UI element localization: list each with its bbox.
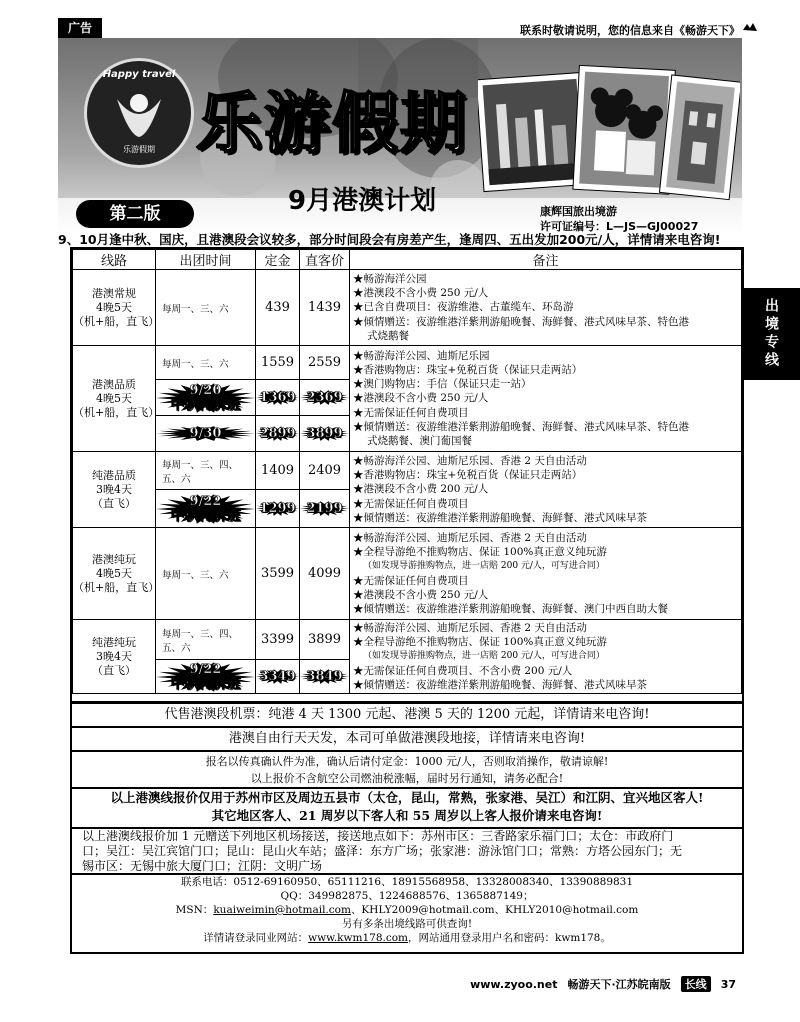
ad-label: 广告 [58, 18, 102, 38]
route-cell: 港澳纯玩 4晚5天 （机+船，直飞） [73, 528, 156, 620]
notes-cell: ★畅游海洋公园、迪斯尼乐园、香港 2 天自由活动 ★香港购物店：珠宝+免税百货（保证只走两站） ★港澳段不含小费 200 元/人 ★无需保证任何自费项目 ★倾情赠送：夜游维港洋紫荆游船晚餐、海鲜餐、港式风味早茶 [350, 452, 742, 528]
contact-qq: QQ：349982875、1224688576、1365887149； [280, 890, 534, 902]
deposit-cell: 3399 [256, 620, 300, 660]
deposit-cell [256, 416, 300, 452]
header-departure: 出团时间 [156, 250, 256, 270]
promo-departure-cell [156, 490, 256, 528]
direct-price-cell [300, 660, 350, 694]
header-deposit: 定金 [256, 250, 300, 270]
section-tag: 长线 [681, 976, 711, 992]
promo-burst: 9/22 中秋特价班 [156, 494, 255, 524]
promo-burst: 2369 [300, 390, 349, 405]
departure-cell: 每周一、三、四、五、六 [156, 452, 256, 490]
table-row [73, 270, 742, 346]
website-link[interactable]: www.kwm178.com [308, 932, 409, 944]
banner [58, 38, 742, 234]
direct-price-cell: 2559 [300, 346, 350, 380]
table-row [73, 620, 742, 660]
direct-price-cell [300, 416, 350, 452]
destination-photos-icon [478, 62, 740, 202]
notes-cell: ★畅游海洋公园、迪斯尼乐园 ★香港购物店：珠宝+免税百货（保证只走两站） ★澳门购物店：手信（保证只走一站） ★港澳段不含小费 250 元/人 ★无需保证任何自费项目 ★倾情赠送：夜游维港洋紫荆游船晚餐、海鲜餐、港式风味早茶、特色港 式烧鹅餐、澳门葡国餐 [350, 346, 742, 452]
promo-burst: 9/20 中秋特价班 [156, 383, 255, 413]
direct-price-cell: 4099 [300, 528, 350, 620]
promo-burst: 2199 [300, 501, 349, 516]
promo-burst: 3899 [300, 426, 349, 441]
airport-transfer-notice: 以上港澳线报价加 1 元赠送下列地区机场接送，接送地点如下：苏州市区：三香路家乐福门口；太仓：市政府门 口；吴江：吴江宾馆门口；昆山：昆山火车站；盛泽：东方广场；张家港：游泳馆门口；常熟：方塔公园东门；无 锡市区：无锡中旅大厦门口；江阴：文明广场 [70, 828, 744, 874]
promo-departure-cell [156, 660, 256, 694]
msn-link[interactable]: kuaiweimin@hotmail.com [213, 904, 351, 916]
promo-burst: 9/22 中秋特价班 [156, 662, 255, 692]
promo-burst: 1299 [256, 501, 299, 516]
headline-notice: 9、10月逢中秋、国庆，且港澳段会议较多，部分时间段会有房差产生，逢周四、五出发加200元/人，详情请来电咨询! [58, 232, 721, 247]
notes-cell: ★畅游海洋公园、迪斯尼乐园、香港 2 天自由活动 ★全程导游绝不推购物店、保证 100%真正意义纯玩游 （如发现导游推购物点，进一店赔 200 元/人，可写进合同） ★无需保证任何自费项目、不含小费 200 元/人 ★倾情赠送：夜游维港洋紫荆游船晚餐、海鲜餐、港式风味早茶 [350, 620, 742, 694]
terms-notice: 报名以传真确认件为准，确认后请付定金：1000 元/人，否则取消操作，敬请谅解! 以上报价不含航空公司燃油税涨幅，届时另行通知，请务必配合! [70, 751, 744, 788]
deposit-cell [256, 660, 300, 694]
deposit-cell [256, 380, 300, 416]
direct-price-cell [300, 490, 350, 528]
side-tab: 出境专线 [742, 288, 800, 380]
table-row [73, 452, 742, 490]
direct-price-cell [300, 380, 350, 416]
free-travel-notice: 港澳自由行天天发，本司可单做港澳段地接，详情请来电咨询! [70, 727, 744, 751]
departure-cell: 每周一、三、六 [156, 528, 256, 620]
top-bar [0, 0, 800, 40]
deposit-cell: 1559 [256, 346, 300, 380]
edition-badge: 第二版 [76, 200, 194, 228]
table-row [73, 346, 742, 380]
jumping-person-icon [109, 89, 169, 139]
contact-website: 详情请登录同业网站：www.kwm178.com，网站通用登录用户名和密码：kwm178。 [203, 932, 611, 944]
contact-msn: MSN：kuaiweimin@hotmail.com、KHLY2009@hotmail.com、KHLY2010@hotmail.com [175, 904, 639, 916]
header-notes: 备注 [350, 250, 742, 270]
notes-cell: ★畅游海洋公园 ★港澳段不含小费 250 元/人 ★已含自费项目：夜游维港、古董缆车、环岛游 ★倾情赠送：夜游维港洋紫荆游船晚餐、海鲜餐、港式风味早茶、特色港 式烧鹅餐 [350, 270, 742, 346]
audience-notice: 以上港澳线报价仅用于苏州市区及周边五县市（太仓，昆山，常熟，张家港、吴江）和江阴、宜兴地区客人! 其它地区客人、21 周岁以下客人和 55 周岁以上客人报价请来电咨询! [70, 788, 744, 828]
promo-departure-cell [156, 416, 256, 452]
departure-cell: 每周一、三、四、五、六 [156, 620, 256, 660]
contact-info [70, 874, 744, 954]
deposit-cell [256, 490, 300, 528]
agency-name: 康辉国旅出境游 [540, 205, 617, 218]
promo-burst: 9/30 [156, 426, 255, 441]
page-number: 37 [720, 977, 736, 991]
tour-price-table [70, 247, 744, 703]
logo-ring-text: Happy travel [102, 69, 176, 80]
ticket-notice: 代售港澳段机票：纯港 4 天 1300 元起、港澳 5 天的 1200 元起，详情请来电咨询! [70, 703, 744, 727]
footer-url[interactable]: www.zyoo.net [470, 977, 558, 991]
page-footer [470, 976, 736, 992]
promo-departure-cell [156, 380, 256, 416]
departure-cell: 每周一、三、六 [156, 346, 256, 380]
promo-burst: 2899 [256, 426, 299, 441]
logo-subtext: 乐游假期 [123, 145, 155, 154]
magazine-name: 畅游天下·江苏皖南版 [567, 978, 671, 991]
promo-burst: 3349 [256, 669, 299, 684]
publisher-logo-icon [742, 22, 758, 34]
deposit-cell: 439 [256, 270, 300, 346]
promo-label: 中秋特价班 [170, 507, 241, 524]
notes-cell: ★畅游海洋公园、迪斯尼乐园、香港 2 天自由活动 ★全程导游绝不推购物店、保证 100%真正意义纯玩游 （如发现导游推购物点，进一店赔 200 元/人，可写进合同） ★无需保证任何自费项目 ★港澳段不含小费 250 元/人 ★倾情赠送：夜游维港洋紫荆游船晚餐、海鲜餐、澳门中西自助大餐 [350, 528, 742, 620]
contact-phone: 联系电话：0512-69160950、65111216、18915568958、13328008340、13390889831 [180, 876, 634, 888]
table-row [73, 528, 742, 620]
route-cell: 港澳品质 4晚5天 （机+船，直飞） [73, 346, 156, 452]
deposit-cell: 1409 [256, 452, 300, 490]
direct-price-cell: 2409 [300, 452, 350, 490]
direct-price-cell: 1439 [300, 270, 350, 346]
route-cell: 纯港纯玩 3晚4天 （直飞） [73, 620, 156, 694]
license-number: 许可证编号：L—JS—GJ00027 [540, 220, 699, 233]
source-notice: 联系时敬请说明，您的信息来自《畅游天下》 [520, 24, 740, 37]
route-cell: 纯港品质 3晚4天 （直飞） [73, 452, 156, 528]
deposit-cell: 3599 [256, 528, 300, 620]
table-header-row [73, 250, 742, 270]
header-route: 线路 [73, 250, 156, 270]
brand-title: 乐游假期 [196, 85, 468, 162]
direct-price-cell: 3899 [300, 620, 350, 660]
promo-burst: 3849 [300, 669, 349, 684]
route-cell: 港澳常规 4晚5天 （机+船，直飞） [73, 270, 156, 346]
promo-burst: 1369 [256, 390, 299, 405]
promo-label: 中秋特价班 [170, 396, 241, 413]
header-direct-price: 直客价 [300, 250, 350, 270]
brand-logo [84, 58, 194, 168]
promo-label: 中秋特价班 [170, 675, 241, 692]
contact-more: 另有多条出境线路可供查询! [341, 918, 473, 930]
departure-cell: 每周一、三、六 [156, 270, 256, 346]
plan-title: 9月港澳计划 [288, 186, 437, 216]
